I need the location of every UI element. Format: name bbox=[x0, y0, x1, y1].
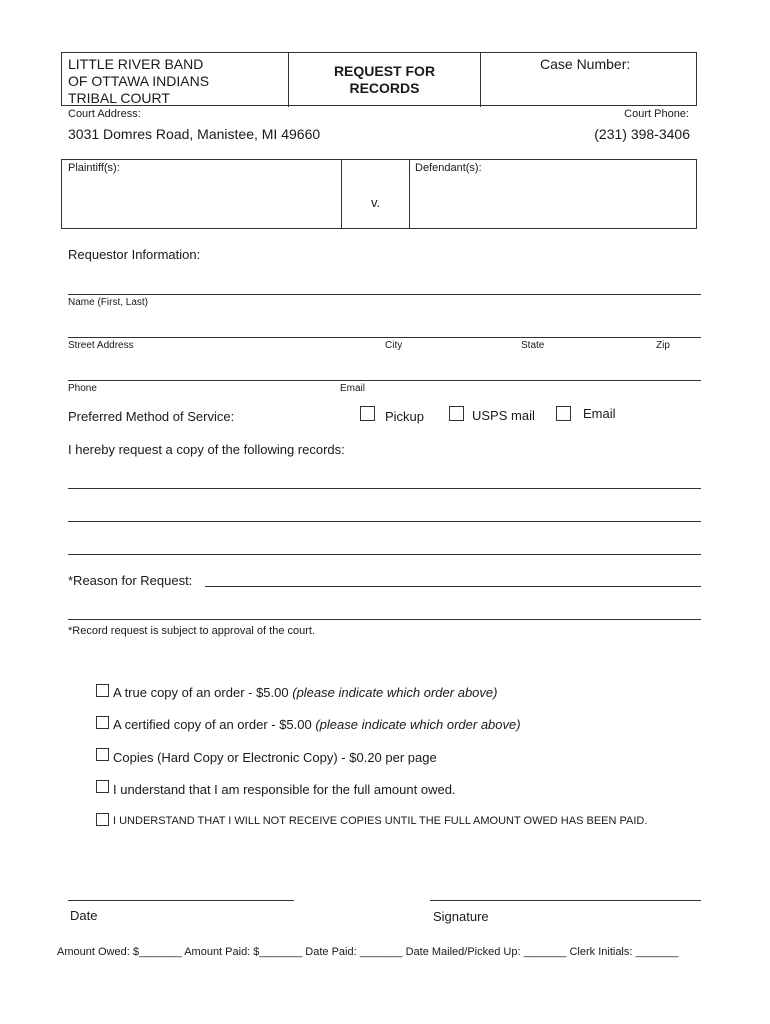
certified-copy-item bbox=[113, 717, 521, 732]
signature-label: Signature bbox=[433, 909, 489, 924]
email-option-label: Email bbox=[583, 406, 616, 421]
responsibility-item: I understand that I am responsible for the full amount owed. bbox=[113, 782, 456, 797]
copies-checkbox[interactable] bbox=[96, 748, 109, 761]
payment-acknowledgement-checkbox[interactable] bbox=[96, 813, 109, 826]
form-title-line1: REQUEST FOR bbox=[333, 63, 436, 79]
responsibility-checkbox[interactable] bbox=[96, 780, 109, 793]
phone-label: Phone bbox=[68, 383, 97, 394]
true-copy-text: A true copy of an order - $5.00 bbox=[113, 685, 293, 700]
court-name-line2: OF OTTAWA INDIANS bbox=[68, 73, 210, 89]
state-label: State bbox=[521, 340, 545, 351]
parties-box bbox=[61, 159, 697, 229]
name-line[interactable] bbox=[68, 294, 701, 295]
records-line-2[interactable] bbox=[68, 521, 701, 522]
court-name-line3: TRIBAL COURT bbox=[68, 90, 170, 106]
phone-email-line[interactable] bbox=[68, 380, 701, 381]
true-copy-item bbox=[113, 685, 497, 700]
pickup-option-label: Pickup bbox=[385, 409, 425, 424]
records-line-3[interactable] bbox=[68, 554, 701, 555]
email-label: Email bbox=[340, 383, 366, 394]
payment-acknowledgement-item: I UNDERSTAND THAT I WILL NOT RECEIVE COPIES UNTIL THE FULL AMOUNT OWED HAS BEEN PAID. bbox=[113, 815, 648, 827]
certified-copy-note: (please indicate which order above) bbox=[315, 717, 521, 732]
email-service-checkbox[interactable] bbox=[556, 406, 571, 421]
usps-mail-option-label: USPS mail bbox=[472, 408, 535, 423]
plaintiff-label: Plaintiff(s): bbox=[68, 162, 120, 174]
versus-cell bbox=[341, 159, 410, 229]
name-label: Name (First, Last) bbox=[68, 297, 149, 308]
zip-label: Zip bbox=[656, 340, 670, 351]
certified-copy-checkbox[interactable] bbox=[96, 716, 109, 729]
date-line[interactable] bbox=[68, 900, 294, 901]
court-address: 3031 Domres Road, Manistee, MI 49660 bbox=[68, 126, 321, 142]
requestor-heading: Requestor Information: bbox=[68, 247, 201, 262]
clerk-footer: Amount Owed: $_______ Amount Paid: $_______ Date Paid: _______ Date Mailed/Picked Up: _______ Clerk Initials: _______ bbox=[57, 946, 679, 958]
court-address-label: Court Address: bbox=[68, 108, 141, 120]
versus-text: v. bbox=[371, 195, 381, 210]
reason-line-1[interactable] bbox=[205, 586, 701, 587]
defendant-label: Defendant(s): bbox=[415, 162, 482, 174]
records-line-1[interactable] bbox=[68, 488, 701, 489]
header-box bbox=[61, 52, 697, 106]
court-name bbox=[68, 56, 209, 107]
form-title bbox=[289, 63, 480, 97]
court-name-line1: LITTLE RIVER BAND bbox=[68, 56, 204, 72]
case-number-label: Case Number: bbox=[540, 56, 631, 72]
reason-label: *Reason for Request: bbox=[68, 573, 193, 588]
records-request-label: I hereby request a copy of the following records: bbox=[68, 442, 345, 457]
date-label: Date bbox=[70, 908, 98, 923]
approval-note: *Record request is subject to approval of the court. bbox=[68, 625, 316, 637]
city-label: City bbox=[385, 340, 403, 351]
court-phone: (231) 398-3406 bbox=[594, 126, 690, 142]
form-title-line2: RECORDS bbox=[349, 80, 420, 96]
reason-line-2[interactable] bbox=[68, 619, 701, 620]
true-copy-note: (please indicate which order above) bbox=[292, 685, 498, 700]
street-label: Street Address bbox=[68, 340, 134, 351]
signature-line[interactable] bbox=[430, 900, 701, 901]
court-phone-label: Court Phone: bbox=[624, 108, 689, 120]
true-copy-checkbox[interactable] bbox=[96, 684, 109, 697]
certified-copy-text: A certified copy of an order - $5.00 bbox=[113, 717, 316, 732]
pickup-checkbox[interactable] bbox=[360, 406, 375, 421]
usps-mail-checkbox[interactable] bbox=[449, 406, 464, 421]
service-method-label: Preferred Method of Service: bbox=[68, 409, 235, 424]
form-title-box bbox=[288, 52, 481, 107]
copies-item: Copies (Hard Copy or Electronic Copy) - $0.20 per page bbox=[113, 750, 437, 765]
address-line[interactable] bbox=[68, 337, 701, 338]
